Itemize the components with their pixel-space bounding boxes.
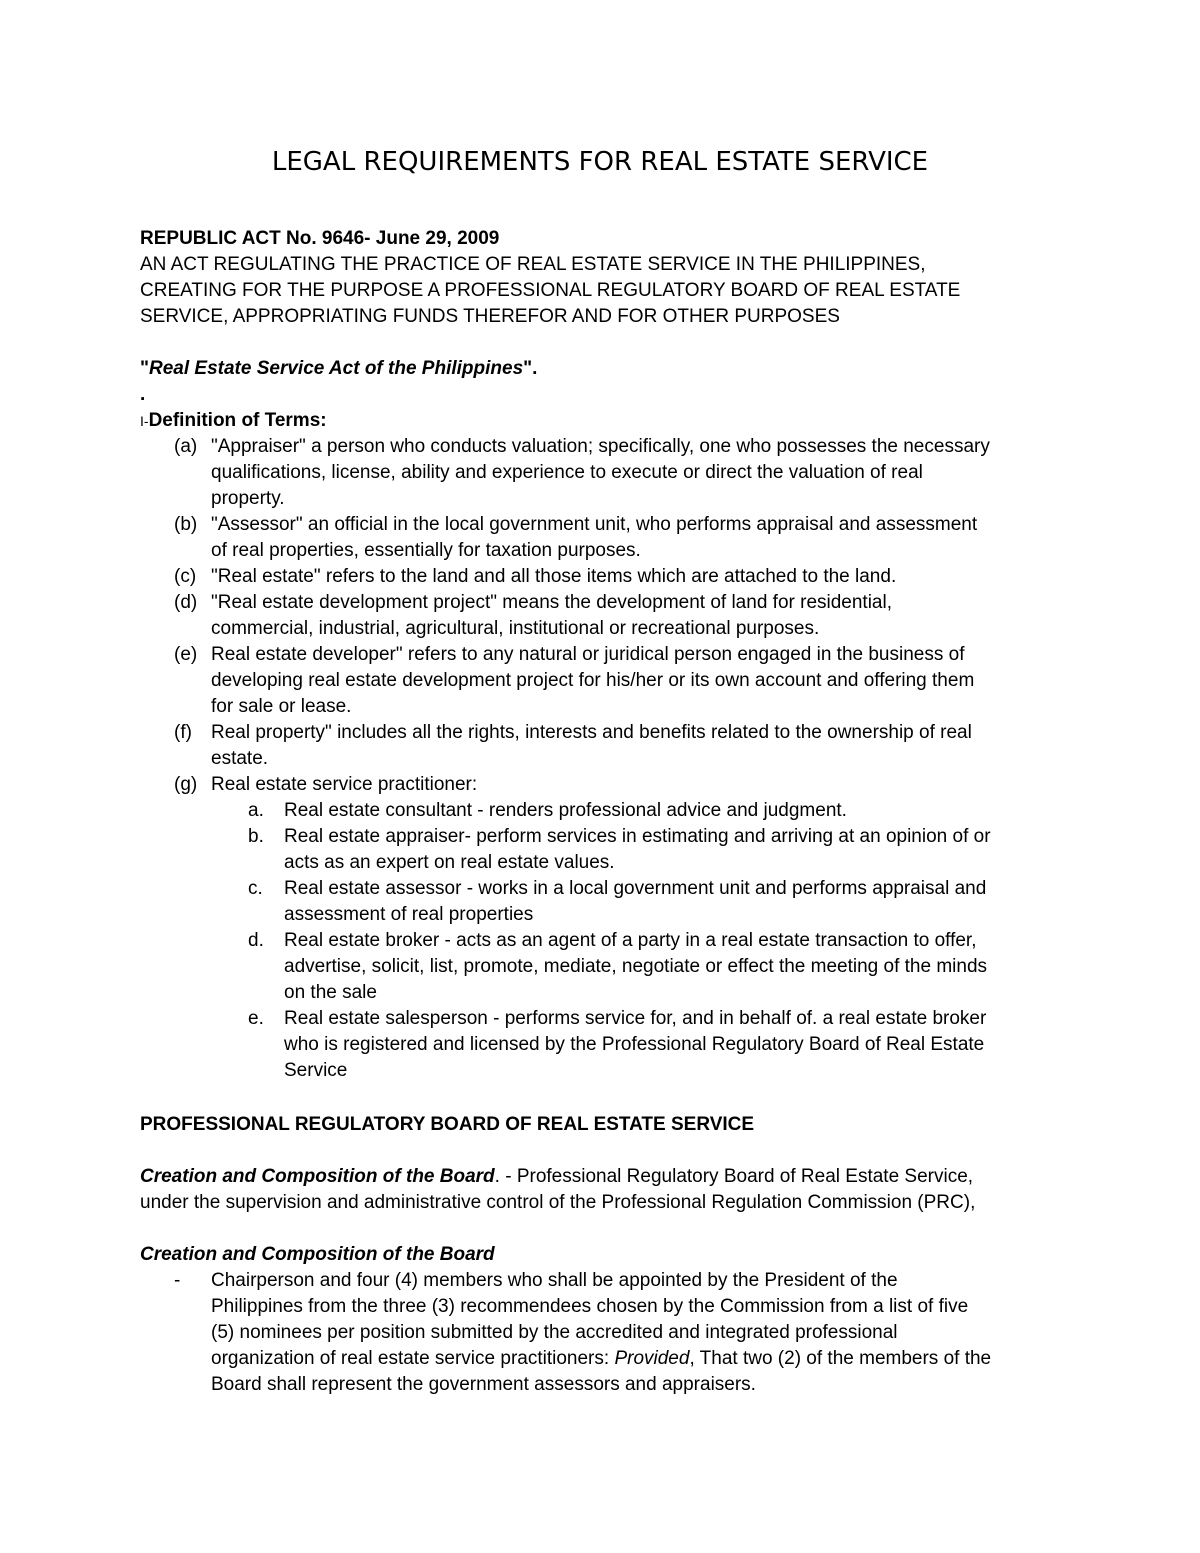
- definitions-heading-text: Definition of Terms:: [148, 410, 327, 431]
- definition-line: property.: [211, 488, 285, 509]
- practitioner-line: Real estate consultant - renders professional advice and judgment.: [284, 800, 847, 821]
- definitions-heading-prefix: I-: [140, 413, 149, 429]
- practitioner-line: Service: [284, 1060, 348, 1081]
- act-description-line: AN ACT REGULATING THE PRACTICE OF REAL ESTATE SERVICE IN THE PHILIPPINES,: [140, 254, 926, 275]
- bullet-line: Board shall represent the government assessors and appraisers.: [211, 1374, 756, 1395]
- bullet-line-post: , That two (2) of the members of the: [689, 1348, 992, 1369]
- definition-line: of real properties, essentially for taxation purposes.: [211, 540, 641, 561]
- definition-line: "Appraiser" a person who conducts valuation; specifically, one who possesses the necessary: [211, 436, 990, 457]
- short-title: [140, 356, 1070, 382]
- definition-marker: (b): [174, 514, 198, 535]
- short-title-open-quote: ": [140, 358, 150, 379]
- practitioner-line: acts as an expert on real estate values.: [284, 852, 615, 873]
- definition-marker: (g): [174, 774, 198, 795]
- bullet-line: [211, 1346, 991, 1372]
- practitioner-line: on the sale: [284, 982, 377, 1003]
- creation-paragraph-line: under the supervision and administrative control of the Professional Regulation Commission (PRC),: [140, 1192, 976, 1213]
- practitioner-line: Real estate assessor - works in a local government unit and performs appraisal and: [284, 878, 987, 899]
- definition-line: developing real estate development project for his/her or its own account and offering them: [211, 670, 975, 691]
- bullet-line: Philippines from the three (3) recommendees chosen by the Commission from a list of five: [211, 1296, 969, 1317]
- bullet-line-provided: Provided: [614, 1348, 690, 1369]
- practitioner-line: Real estate salesperson - performs service for, and in behalf of. a real estate broker: [284, 1008, 987, 1029]
- definition-line: Real estate service practitioner:: [211, 774, 478, 795]
- creation-heading: Creation and Composition of the Board: [140, 1244, 495, 1265]
- practitioner-line: assessment of real properties: [284, 904, 534, 925]
- definition-line: "Real estate development project" means the development of land for residential,: [211, 592, 892, 613]
- practitioner-line: advertise, solicit, list, promote, mediate, negotiate or effect the meeting of the minds: [284, 956, 988, 977]
- definition-marker: (e): [174, 644, 198, 665]
- practitioner-marker: b.: [248, 826, 264, 847]
- definitions-heading: [140, 408, 1070, 434]
- creation-paragraph-heading: Creation and Composition of the Board: [140, 1166, 495, 1187]
- bullet-line: (5) nominees per position submitted by the accredited and integrated professional: [211, 1322, 898, 1343]
- practitioner-marker: a.: [248, 800, 264, 821]
- act-description-line: SERVICE, APPROPRIATING FUNDS THEREFOR AND FOR OTHER PURPOSES: [140, 306, 840, 327]
- creation-paragraph: [140, 1164, 1070, 1216]
- definition-marker: (c): [174, 566, 197, 587]
- practitioner-line: Real estate appraiser- perform services in estimating and arriving at an opinion of or: [284, 826, 991, 847]
- separator-dot: .: [140, 384, 146, 405]
- act-heading: REPUBLIC ACT No. 9646- June 29, 2009: [140, 228, 500, 249]
- practitioner-line: who is registered and licensed by the Professional Regulatory Board of Real Estate: [284, 1034, 985, 1055]
- act-description-line: CREATING FOR THE PURPOSE A PROFESSIONAL REGULATORY BOARD OF REAL ESTATE: [140, 280, 961, 301]
- definition-line: for sale or lease.: [211, 696, 352, 717]
- act-description: [140, 252, 1070, 330]
- definition-line: qualifications, license, ability and experience to execute or direct the valuation of real: [211, 462, 923, 483]
- practitioner-marker: e.: [248, 1008, 264, 1029]
- definition-line: "Real estate" refers to the land and all those items which are attached to the land.: [211, 566, 897, 587]
- definition-line: Real property" includes all the rights, interests and benefits related to the ownership of real: [211, 722, 972, 743]
- definition-line: commercial, industrial, agricultural, institutional or recreational purposes.: [211, 618, 820, 639]
- definition-line: estate.: [211, 748, 269, 769]
- bullet-marker: -: [174, 1270, 181, 1291]
- creation-paragraph-text: . - Professional Regulatory Board of Real Estate Service,: [494, 1166, 974, 1187]
- definition-line: "Assessor" an official in the local government unit, who performs appraisal and assessment: [211, 514, 978, 535]
- definition-marker: (f): [174, 722, 192, 743]
- bullet-line: Chairperson and four (4) members who shall be appointed by the President of the: [211, 1270, 898, 1291]
- practitioner-marker: d.: [248, 930, 264, 951]
- document-title: LEGAL REQUIREMENTS FOR REAL ESTATE SERVICE: [271, 147, 929, 177]
- practitioner-line: Real estate broker - acts as an agent of a party in a real estate transaction to offer,: [284, 930, 977, 951]
- short-title-close: ".: [523, 358, 538, 379]
- short-title-text: Real Estate Service Act of the Philippines: [149, 358, 524, 379]
- definition-marker: (a): [174, 436, 198, 457]
- definition-line: Real estate developer" refers to any natural or juridical person engaged in the business of: [211, 644, 965, 665]
- bullet-line-pre: organization of real estate service practitioners:: [211, 1348, 615, 1369]
- board-heading: PROFESSIONAL REGULATORY BOARD OF REAL ESTATE SERVICE: [140, 1114, 755, 1135]
- definition-marker: (d): [174, 592, 198, 613]
- practitioner-marker: c.: [248, 878, 263, 899]
